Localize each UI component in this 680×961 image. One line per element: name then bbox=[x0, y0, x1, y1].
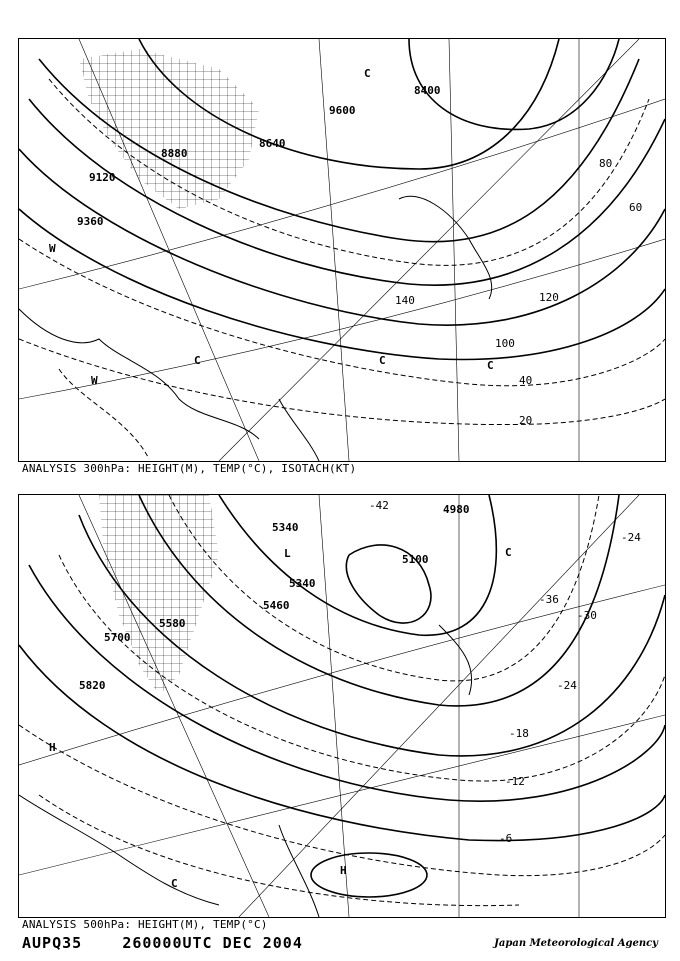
map-panel-300hpa bbox=[18, 38, 666, 462]
center-marker-l-1: L bbox=[284, 547, 291, 560]
isotach-label-100: 100 bbox=[495, 337, 515, 350]
center-marker-w-2: W bbox=[91, 374, 98, 387]
chart-footer bbox=[22, 934, 303, 952]
temp-label-minus6: -6 bbox=[499, 832, 513, 845]
center-marker-w-1: W bbox=[49, 242, 56, 255]
height-label-extra: 9600 bbox=[329, 104, 356, 117]
height-label-5580: 5580 bbox=[159, 617, 186, 630]
height-label-5460: 5460 bbox=[263, 599, 290, 612]
center-marker-c-2: C bbox=[194, 354, 201, 367]
height-label-5700: 5700 bbox=[104, 631, 131, 644]
cold-area-hatching bbox=[79, 49, 259, 209]
chart-code: AUPQ35 bbox=[22, 934, 83, 952]
caption-300hpa: ANALYSIS 300hPa: HEIGHT(M), TEMP(°C), ISOTACH(KT) bbox=[22, 462, 357, 475]
temp-label-minus36: -36 bbox=[539, 593, 559, 606]
height-label-5820: 5820 bbox=[79, 679, 106, 692]
height-label-5340-b: 5340 bbox=[289, 577, 316, 590]
isotach-label-20: 20 bbox=[519, 414, 533, 427]
map-500hpa-graphic bbox=[19, 495, 665, 917]
center-marker-c-1: C bbox=[505, 546, 512, 559]
coastline bbox=[19, 625, 472, 917]
isotach-label-120: 120 bbox=[539, 291, 559, 304]
height-label-8640: 8640 bbox=[259, 137, 286, 150]
caption-500hpa: ANALYSIS 500hPa: HEIGHT(M), TEMP(°C) bbox=[22, 918, 268, 931]
valid-time: 260000UTC DEC 2004 bbox=[122, 934, 303, 952]
height-label-9360: 9360 bbox=[77, 215, 104, 228]
temp-label-minus24-a: -24 bbox=[557, 679, 577, 692]
agency-name: Japan Meteorological Agency bbox=[494, 938, 658, 949]
center-marker-c-2: C bbox=[171, 877, 178, 890]
temp-label-minus12: -12 bbox=[505, 775, 525, 788]
center-marker-c-4: C bbox=[487, 359, 494, 372]
center-marker-c-3: C bbox=[379, 354, 386, 367]
height-label-8880: 8880 bbox=[161, 147, 188, 160]
center-marker-h-2: H bbox=[49, 741, 56, 754]
high-pressure-contour bbox=[311, 853, 427, 897]
map-panel-500hpa bbox=[18, 494, 666, 918]
temp-label-minus18: -18 bbox=[509, 727, 529, 740]
temp-label-minus30: -30 bbox=[577, 609, 597, 622]
center-marker-c-1: C bbox=[364, 67, 371, 80]
temp-label-minus24-b: -24 bbox=[621, 531, 641, 544]
temp-label-minus42: -42 bbox=[369, 499, 389, 512]
height-label-9120: 9120 bbox=[89, 171, 116, 184]
center-marker-h-1: H bbox=[340, 864, 347, 877]
isotach-label-60: 60 bbox=[629, 201, 643, 214]
height-label-8400: 8400 bbox=[414, 84, 441, 97]
height-label-4980: 4980 bbox=[443, 503, 470, 516]
height-label-5340-a: 5340 bbox=[272, 521, 299, 534]
map-300hpa-graphic bbox=[19, 39, 665, 461]
isotach-label-80: 80 bbox=[599, 157, 613, 170]
isotach-label-140: 140 bbox=[395, 294, 415, 307]
coastline bbox=[19, 196, 492, 461]
isotach-label-40: 40 bbox=[519, 374, 533, 387]
height-label-5100: 5100 bbox=[402, 553, 429, 566]
